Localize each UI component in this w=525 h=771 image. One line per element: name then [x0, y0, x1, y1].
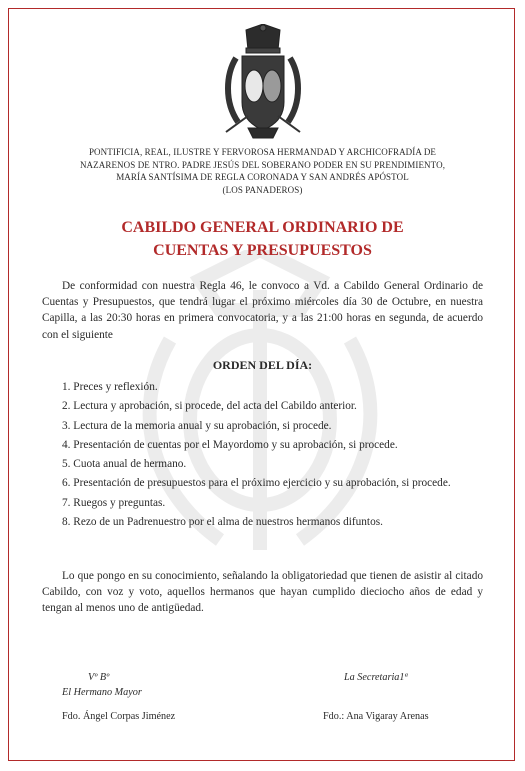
header-line: NAZARENOS DE NTRO. PADRE JESÚS DEL SOBERANO PODER EN SU PRENDIMIENTO, — [79, 159, 446, 170]
agenda-list — [42, 380, 483, 534]
left-signatory-role: El Hermano Mayor — [62, 687, 142, 698]
agenda-item: 2. Lectura y aprobación, si procede, del acta del Cabildo anterior. — [62, 400, 357, 413]
closing-paragraph: Lo que pongo en su conocimiento, señalando la obligatoriedad que tienen de asistir al citado Cabildo, con voz y voto, aquellos hermanos que hayan cumplido dieciocho años de edad y tengan al menos uno de antigüedad. — [42, 570, 483, 615]
left-signatory-name: Fdo. Ángel Corpas Jiménez — [62, 711, 176, 722]
header-line: (LOS PANADEROS) — [222, 184, 303, 195]
right-signatory-name: Fdo.: Ana Vigaray Arenas — [323, 711, 429, 722]
header-line: PONTIFICIA, REAL, ILUSTRE Y FERVOROSA HERMANDAD Y ARCHICOFRADÍA DE — [88, 147, 437, 157]
title-line: CABILDO GENERAL ORDINARIO DE — [121, 219, 404, 236]
agenda-title: ORDEN DEL DÍA: — [212, 358, 313, 372]
agenda-item: 3. Lectura de la memoria anual y su aprobación, si procede. — [62, 419, 332, 432]
agenda-item: 5. Cuota anual de hermano. — [62, 458, 187, 471]
agenda-item: 4. Presentación de cuentas por el Mayordomo y su aprobación, si procede. — [62, 438, 398, 451]
agenda-item: 8. Rezo de un Padrenuestro por el alma de nuestros hermanos difuntos. — [62, 515, 383, 528]
agenda-item: 6. Presentación de presupuestos para el próximo ejercicio y su aprobación, si procede. — [62, 477, 451, 490]
brotherhood-name — [40, 146, 485, 196]
intro-paragraph: De conformidad con nuestra Regla 46, le convoco a Vd. a Cabildo General Ordinario de Cuentas y Presupuestos, que tendrá lugar el próximo miércoles día 30 de Octubre, en nuestra Capilla, a las 20:30 horas en primera convocatoria, y a las 21:00 horas en segunda, de acuerdo con el siguiente — [42, 280, 483, 341]
title-line: CUENTAS Y PRESUPUESTOS — [153, 242, 372, 259]
vb-label: Vº Bº — [88, 672, 110, 683]
document-title — [40, 216, 485, 262]
header-line: MARÍA SANTÍSIMA DE REGLA CORONADA Y SAN ANDRÉS APÓSTOL — [116, 172, 409, 182]
brotherhood-crest-icon — [218, 24, 308, 142]
agenda-item: 7. Ruegos y preguntas. — [62, 496, 166, 509]
agenda-item: 1. Preces y reflexión. — [62, 381, 158, 393]
right-signatory-role: La Secretaria1ª — [344, 672, 408, 683]
